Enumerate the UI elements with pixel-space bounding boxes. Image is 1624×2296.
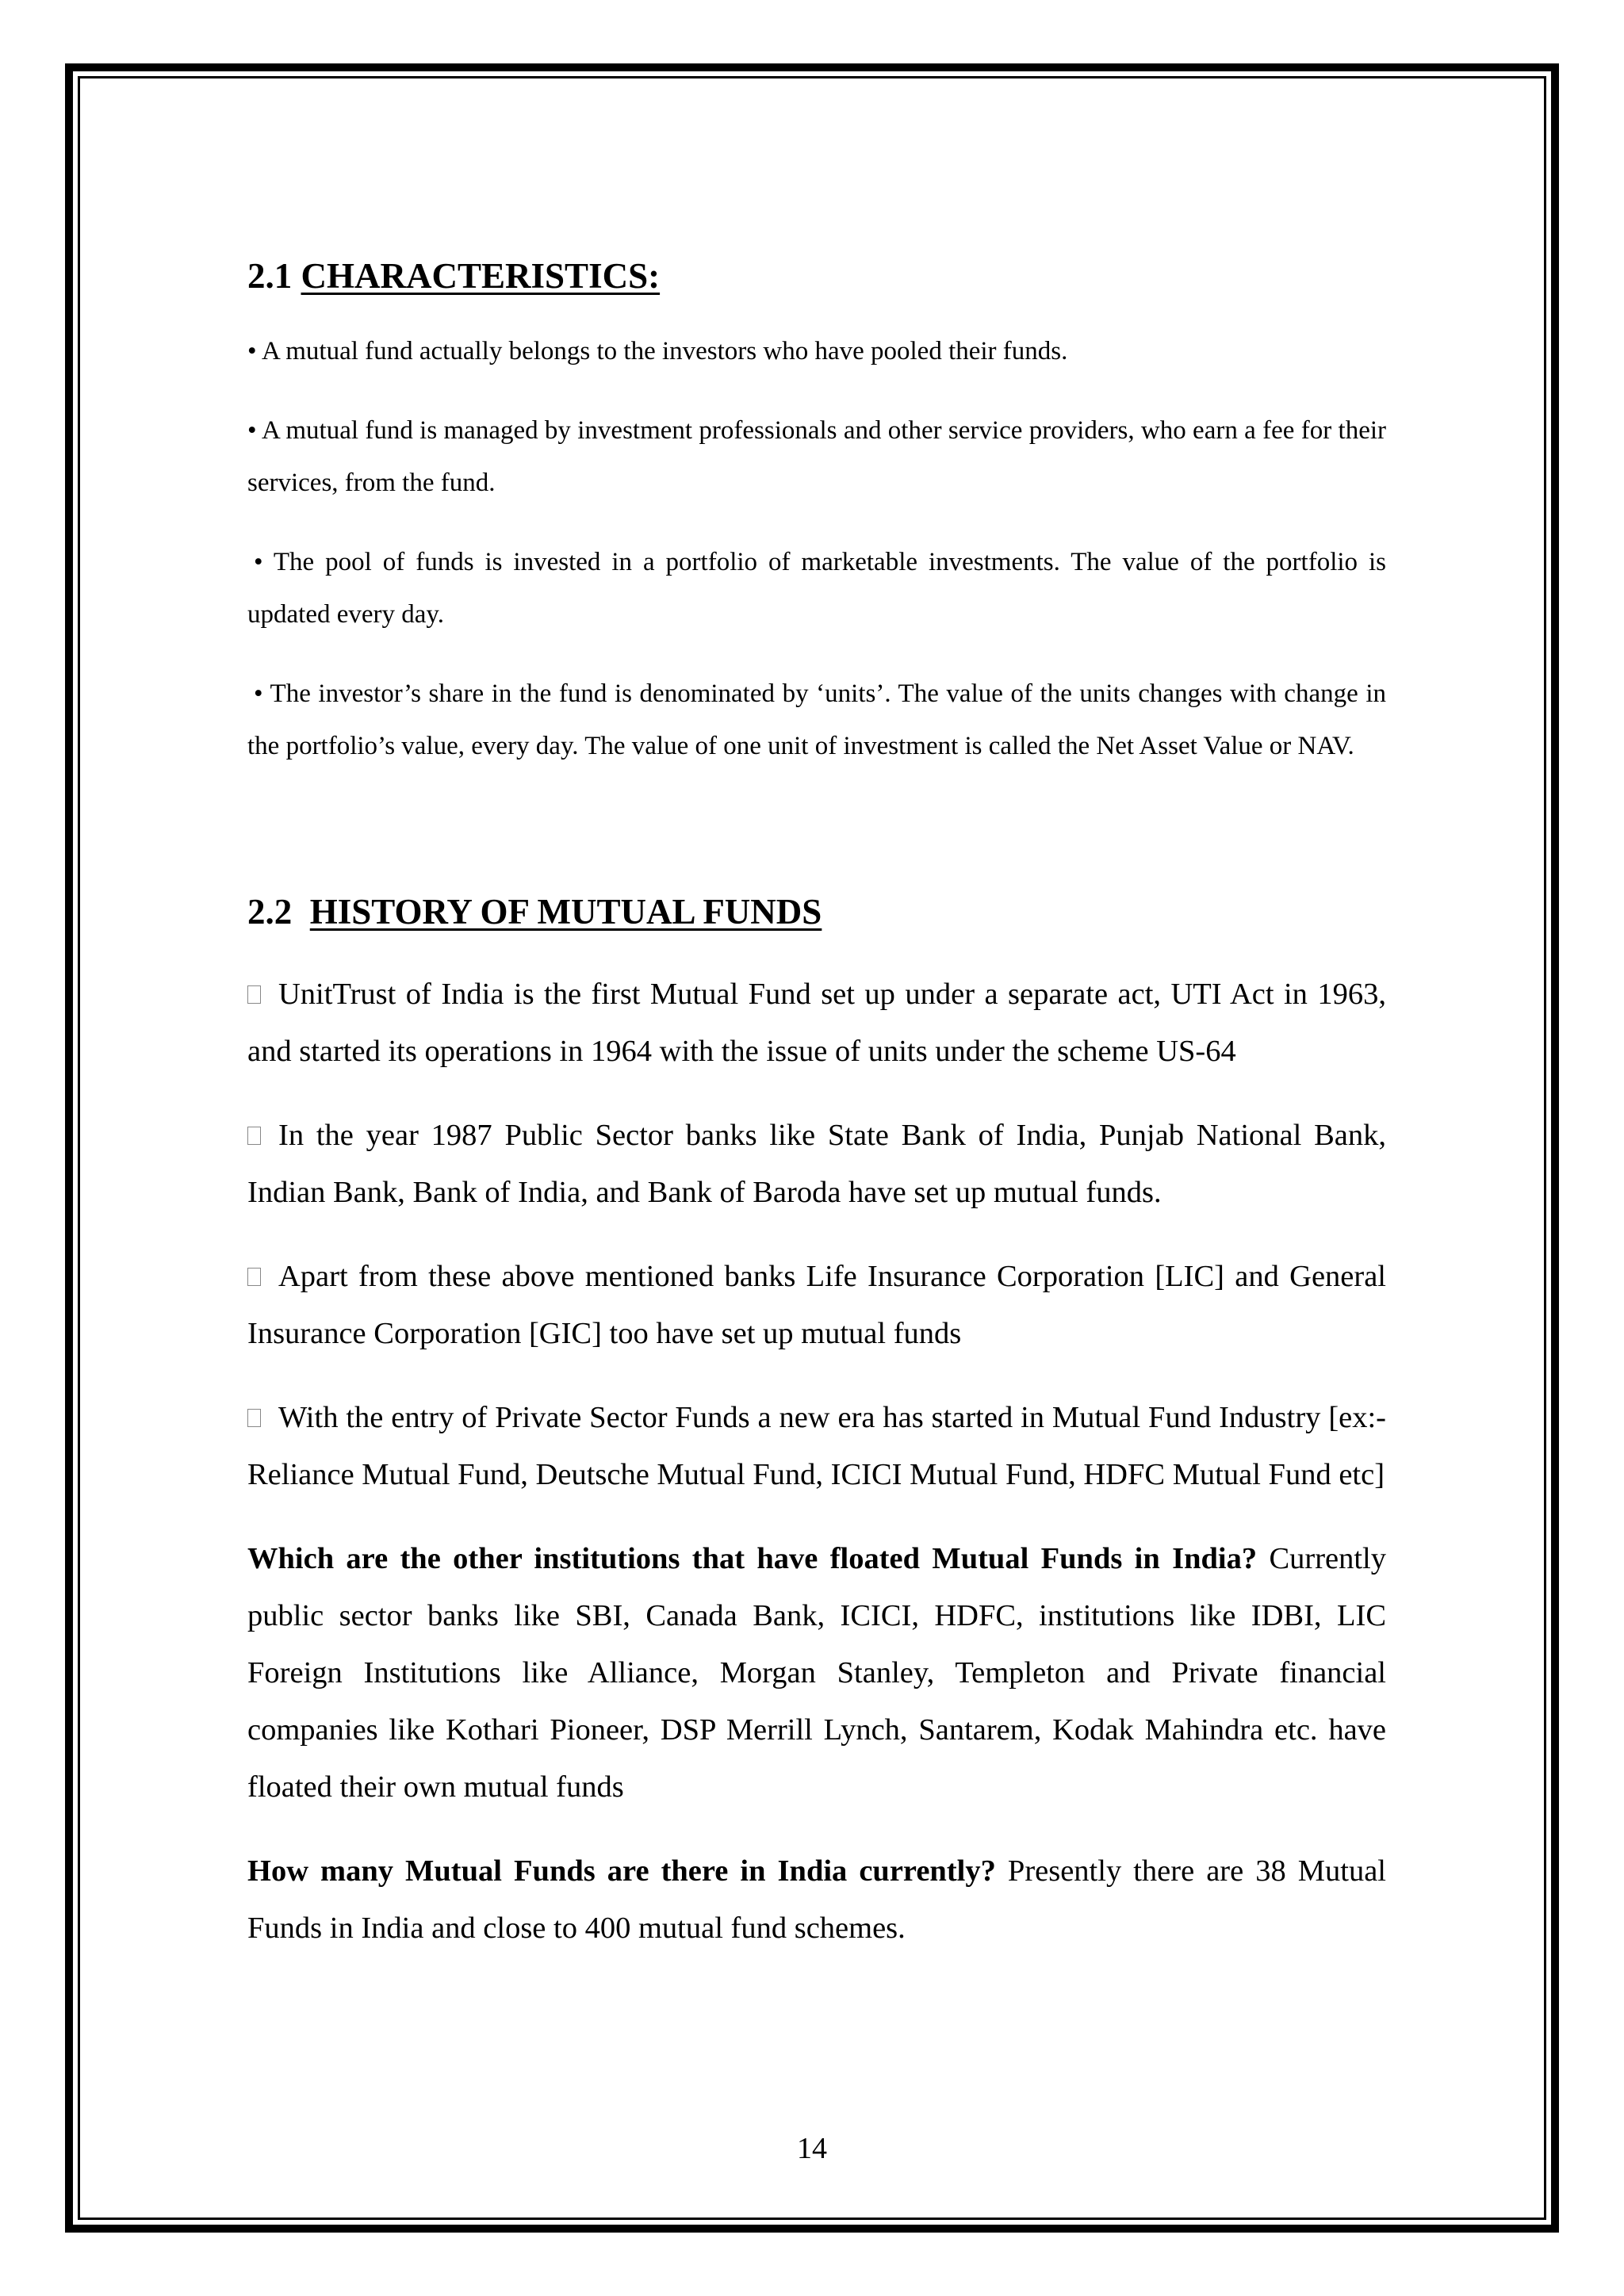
qa-question: Which are the other institutions that have floated Mutual Funds in India? — [247, 1542, 1258, 1575]
empty-box-icon — [247, 1268, 261, 1286]
page-content — [247, 252, 1386, 1957]
section-number: 2.2 — [247, 892, 293, 932]
characteristic-item: • The investor’s share in the fund is denominated by ‘units’. The value of the units changes with change in the portfolio’s value, every day. The value of one unit of investment is called the Net Asset Value or NAV. — [247, 679, 1386, 760]
qa-answer: Currently public sector banks like SBI, Canada Bank, ICICI, HDFC, institutions like IDBI, LIC Foreign Institutions like Alliance, Morgan Stanley, Templeton and Private financial companies like Kothari Pioneer, DSP Merrill Lynch, Santarem, Kodak Mahindra etc. have floated their own mutual funds — [247, 1542, 1387, 1804]
section-number: 2.1 — [247, 256, 293, 296]
section-title: HISTORY OF MUTUAL FUNDS — [309, 892, 822, 932]
characteristic-item: • The pool of funds is invested in a portfolio of marketable investments. The value of the portfolio is updated every day. — [247, 548, 1386, 629]
history-item: In the year 1987 Public Sector banks like State Bank of India, Punjab National Bank, Indian Bank, Bank of India, and Bank of Baroda have set up mutual funds. — [247, 1119, 1386, 1209]
empty-box-icon — [247, 985, 261, 1004]
empty-box-icon — [247, 1409, 261, 1427]
history-item: With the entry of Private Sector Funds a new era has started in Mutual Fund Industry [ex:- Reliance Mutual Fund, Deutsche Mutual Fund, ICICI Mutual Fund, HDFC Mutual Fund etc] — [247, 1401, 1386, 1491]
page-number: 14 — [797, 2132, 827, 2165]
characteristic-item: • A mutual fund actually belongs to the investors who have pooled their funds. — [247, 337, 1068, 365]
qa-block — [247, 1530, 1386, 1816]
qa-answer: Presently there are 38 Mutual Funds in India and close to 400 mutual fund schemes. — [247, 1854, 1386, 1945]
section-title: CHARACTERISTICS: — [301, 256, 661, 296]
history-item: Apart from these above mentioned banks Life Insurance Corporation [LIC] and General Insurance Corporation [GIC] too have set up mutual funds — [247, 1260, 1386, 1350]
empty-box-icon — [247, 1127, 261, 1145]
section-heading-characteristics — [247, 252, 1386, 300]
characteristic-item: • A mutual fund is managed by investment professionals and other service providers, who earn a fee for their services, from the fund. — [247, 416, 1386, 497]
qa-block — [247, 1843, 1386, 1957]
section-heading-history — [247, 888, 1386, 936]
qa-question: How many Mutual Funds are there in India currently? — [247, 1854, 996, 1888]
history-item: UnitTrust of India is the first Mutual Fund set up under a separate act, UTI Act in 1963, and started its operations in 1964 with the issue of units under the scheme US-64 — [247, 978, 1386, 1068]
